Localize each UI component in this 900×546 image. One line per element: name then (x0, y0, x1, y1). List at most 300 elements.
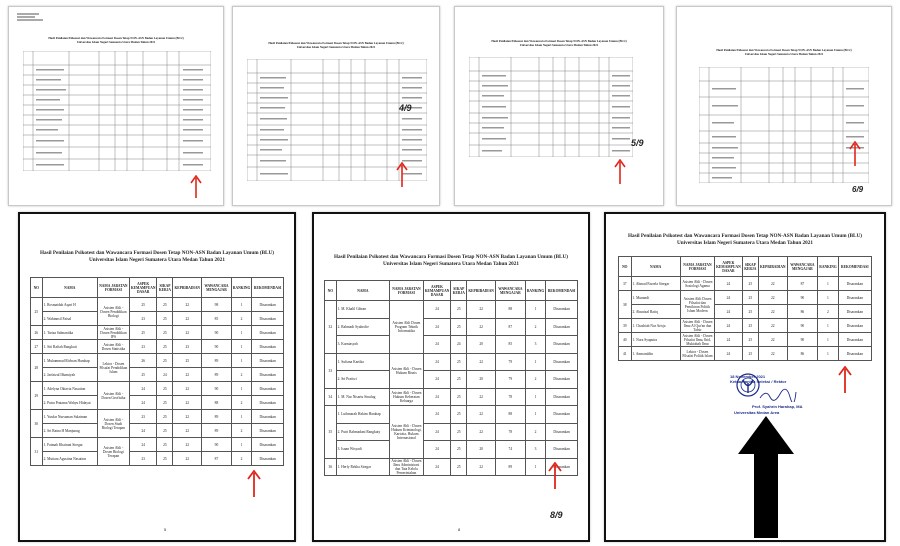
cell-no: 35 (325, 406, 337, 459)
cell-wawancara: 90 (202, 438, 232, 452)
cell-wawancara: 89 (202, 424, 232, 438)
cell-nama: 1. Sufiana Kartika (336, 353, 389, 371)
table-body (325, 301, 578, 476)
cell-kepribadian: 22 (758, 291, 787, 305)
cell-kemampuan: 24 (129, 438, 157, 452)
cell-sikap: 25 (157, 410, 173, 424)
cell-rekomendasi: Disarankan (838, 333, 871, 347)
cell-ranking: 1 (525, 388, 545, 406)
cell-wawancara: 89 (202, 354, 232, 368)
cell-sikap: 25 (451, 458, 467, 476)
table-row (325, 353, 578, 371)
cell-sikap: 25 (157, 326, 173, 340)
cell-nama: 2. Putra Pratama Wahyu Hidayat (42, 396, 97, 410)
table-row (325, 406, 578, 424)
cell-rekomendasi: Disarankan (546, 336, 578, 354)
cell-sikap: 25 (742, 277, 758, 291)
cell-kepribadian: 22 (758, 347, 787, 361)
cell-wawancara: 87 (495, 318, 525, 336)
cell-no: 31 (31, 438, 43, 466)
cell-kepribadian: 22 (173, 298, 202, 312)
cell-kemampuan: 24 (423, 318, 451, 336)
cell-kemampuan: 24 (423, 371, 451, 389)
cell-ranking: 1 (231, 382, 251, 396)
cell-sikap: 25 (157, 298, 173, 312)
cell-rekomendasi: Disarankan (838, 291, 871, 305)
cell-sikap: 25 (451, 353, 467, 371)
cell-wawancara: 86 (787, 347, 818, 361)
cell-rekomendasi: Disarankan (546, 353, 578, 371)
cell-jabatan: Asisten Ahli - Dosen Statistika (97, 340, 129, 354)
cell-ranking: 2 (231, 396, 251, 410)
cell-jabatan: Asisten Ahli - Dosen Hukum Kriminologi, Kartotia, Hukum Internasional (390, 406, 424, 459)
document-page-6 (312, 212, 590, 542)
cell-rekomendasi: Disarankan (546, 318, 578, 336)
col-header-kepribadian: KEPRIBADIAN (758, 257, 787, 277)
cell-jabatan: Lektor - Dosen Filsafat Politik Islam (680, 347, 714, 361)
cell-jabatan: Asisten Ahli - Dosen Sosiologi Agama (680, 277, 714, 291)
cell-kepribadian: 20 (467, 371, 496, 389)
results-table (30, 277, 284, 466)
cell-wawancara: 88 (495, 301, 525, 319)
col-header-nama: NAMA (42, 278, 97, 298)
cell-no: 41 (619, 347, 632, 361)
col-header-sikap: SIKAP KERJA (742, 257, 758, 277)
cell-wawancara: 90 (787, 333, 818, 347)
cell-kemampuan: 24 (423, 458, 451, 476)
cell-kepribadian: 20 (467, 441, 496, 459)
cell-sikap: 25 (451, 371, 467, 389)
cell-nama: 1. M. Nur Nisartu Sinulug (336, 388, 389, 406)
cell-kepribadian: 23 (173, 340, 202, 354)
cell-no: 25 (31, 298, 43, 326)
cell-sikap: 25 (451, 318, 467, 336)
cell-kemampuan: 24 (423, 423, 451, 441)
cell-nama: 2. Rahmadi Syahrolie (336, 318, 389, 336)
page-header-block (17, 13, 77, 21)
cell-sikap: 25 (742, 291, 758, 305)
cell-ranking: 1 (525, 406, 545, 424)
cell-kemampuan: 23 (129, 452, 157, 466)
cell-no: 30 (31, 410, 43, 438)
cell-kemampuan: 24 (129, 382, 157, 396)
cell-rekomendasi: Disarankan (838, 347, 871, 361)
page-title: Hasil Penilaian Psikotest dan Wawancara Formasi Dosen Tetap NON-ASN Badan Layanan Umum (BLU) Universitas Islam Negeri Sumatera Utara Medan Tahun 2021 (48, 36, 184, 44)
cell-no: 28 (31, 354, 43, 382)
col-header-wawancara: WAWANCARA MENGAJAR (202, 278, 232, 298)
cell-nama: 2. Putri Rahmadani Rangkuty (336, 423, 389, 441)
cell-sikap: 25 (157, 438, 173, 452)
cell-ranking: 3 (525, 441, 545, 459)
cell-rekomendasi: Disarankan (252, 298, 284, 312)
table-row (325, 371, 578, 389)
cell-sikap: 25 (157, 396, 173, 410)
col-header-sikap: SIKAP KERJA (157, 278, 173, 298)
table-row (31, 298, 284, 312)
cell-kemampuan: 24 (423, 388, 451, 406)
col-header-kemampuan: ASPEK KEMAMPUAN DASAR (423, 281, 451, 301)
cell-kemampuan: 24 (715, 305, 743, 319)
cell-nama: 3. Kurniasyah (336, 336, 389, 354)
cell-rekomendasi: Disarankan (252, 382, 284, 396)
table-row (325, 301, 578, 319)
table-row (325, 441, 578, 459)
cell-kemampuan: 26 (129, 354, 157, 368)
cell-kemampuan: 24 (129, 424, 157, 438)
cell-sikap: 25 (157, 354, 173, 368)
handwritten-page-number: 4/9 (399, 103, 412, 113)
cell-nama: 1. Luthmarah Hakim Harahap (336, 406, 389, 424)
col-header-kemampuan: ASPEK KEMAMPUAN DASAR (715, 257, 743, 277)
cell-kepribadian: 22 (173, 452, 202, 466)
cell-jabatan: Asisten Ahli - Dosen Biologi Terapan (97, 438, 129, 466)
table-row (31, 424, 284, 438)
cell-wawancara: 78 (495, 423, 525, 441)
handwritten-page-number: 5/9 (631, 138, 644, 148)
cell-nama: 2. Wahinnsil Faisal (42, 312, 97, 326)
table-row (619, 333, 872, 347)
cell-rekomendasi: Disarankan (252, 312, 284, 326)
cell-kemampuan: 23 (129, 312, 157, 326)
col-header-nama: NAMA (631, 257, 680, 277)
cell-kepribadian: 22 (758, 333, 787, 347)
cell-kemampuan: 23 (129, 340, 157, 354)
table-row (619, 277, 872, 291)
cell-wawancara: 74 (495, 441, 525, 459)
cell-wawancara: 79 (495, 371, 525, 389)
col-header-no: NO (325, 281, 337, 301)
table-thumbnail (699, 67, 869, 183)
cell-rekomendasi: Disarankan (252, 340, 284, 354)
cell-rekomendasi: Disarankan (838, 277, 871, 291)
table-row (31, 312, 284, 326)
document-page-1 (8, 6, 224, 206)
cell-nama: 1. Ahmad Fazrela Siregar (631, 277, 680, 291)
table-row (619, 319, 872, 333)
page-number: 5 (164, 527, 167, 532)
cell-wawancara: 88 (202, 396, 232, 410)
cell-ranking: 1 (231, 438, 251, 452)
cell-kepribadian: 25 (173, 354, 202, 368)
cell-kemampuan: 23 (129, 410, 157, 424)
cell-rekomendasi: Disarankan (546, 371, 578, 389)
cell-rekomendasi: Disarankan (546, 388, 578, 406)
cell-jabatan: Asisten Ahli - Dosen Hukum Bisnis (390, 353, 424, 388)
cell-sikap: 24 (157, 368, 173, 382)
cell-ranking: 1 (818, 291, 838, 305)
cell-nama: 2. Sri Pratiwi (336, 371, 389, 389)
cell-rekomendasi: Disarankan (546, 458, 578, 476)
cell-sikap: 25 (451, 441, 467, 459)
col-header-no: NO (619, 257, 632, 277)
cell-wawancara: 89 (495, 458, 525, 476)
cell-rekomendasi: Disarankan (546, 301, 578, 319)
cell-sikap: 25 (157, 382, 173, 396)
cell-kepribadian: 22 (467, 353, 496, 371)
handwritten-page-number: 6/9 (852, 185, 864, 194)
cell-wawancara: 88 (495, 406, 525, 424)
cell-kepribadian: 22 (173, 382, 202, 396)
cell-kemampuan: 24 (423, 301, 451, 319)
cell-kepribadian: 22 (467, 388, 496, 406)
cell-kemampuan: 24 (715, 333, 743, 347)
cell-jabatan: Asisten Ahli - Dosen Hukum Keberatan Keluarga (390, 388, 424, 406)
cell-nama: 2. Sri Ratna H Manjuong (42, 424, 97, 438)
cell-sikap: 25 (451, 388, 467, 406)
cell-nama: 1. Nora Syaputra (631, 333, 680, 347)
cell-wawancara: 78 (495, 388, 525, 406)
page-title: Hasil Penilaian Psikotest dan Wawancara Formasi Dosen Tetap NON-ASN Badan Layanan Umum (BLU) Universitas Islam Negeri Sumatera Utara Medan Tahun 2021 (40, 250, 274, 263)
cell-rekomendasi: Disarankan (546, 406, 578, 424)
cell-nama: 1. Herfy Rekha Siregar (336, 458, 389, 476)
cell-kemampuan: 24 (715, 347, 743, 361)
cell-wawancara: 90 (202, 340, 232, 354)
cell-ranking: 2 (231, 312, 251, 326)
cell-nama: 1. Siti Rafiah Rangkuti (42, 340, 97, 354)
table-body (31, 298, 284, 466)
cell-no: 37 (619, 277, 632, 291)
cell-ranking: 1 (818, 277, 838, 291)
cell-ranking: 1 (818, 333, 838, 347)
table-row (31, 396, 284, 410)
cell-rekomendasi: Disarankan (838, 319, 871, 333)
table-thumbnail (23, 51, 211, 171)
cell-jabatan: Asisten Ahli - Dosen Filsafat Ilmu, Ibid, Muktabah Ilmu (680, 333, 714, 347)
cell-rekomendasi: Disarankan (252, 396, 284, 410)
cell-kemampuan: 25 (129, 368, 157, 382)
table-thumbnail (469, 57, 633, 157)
cell-nama: 1. Adelyna Oktavia Nasution (42, 382, 97, 396)
cell-sikap: 25 (157, 312, 173, 326)
cell-rekomendasi: Disarankan (252, 354, 284, 368)
cell-nama: 1. Anmaraldin (631, 347, 680, 361)
cell-kemampuan: 25 (129, 298, 157, 312)
cell-nama: 1. M. Khalil Gibran (336, 301, 389, 319)
cell-nama: 1. Chasbiah Nur Arisja (631, 319, 680, 333)
cell-nama: 1. Tariza Salmantika (42, 326, 97, 340)
cell-rekomendasi: Disarankan (252, 326, 284, 340)
cell-wawancara: 85 (202, 312, 232, 326)
signature-scribble (758, 388, 798, 402)
cell-rekomendasi: Disarankan (546, 423, 578, 441)
col-header-ranking: RANKING (818, 257, 838, 277)
cell-rekomendasi: Disarankan (252, 410, 284, 424)
cell-kemampuan: 24 (423, 353, 451, 371)
cell-rekomendasi: Disarankan (252, 424, 284, 438)
signature-date: 18 November 2021 Ketua Panitia Seleksi / Rektor (730, 374, 787, 385)
cell-wawancara: 89 (202, 368, 232, 382)
cell-kemampuan: 24 (715, 319, 743, 333)
cell-no: 36 (325, 458, 337, 476)
col-header-no: NO (31, 278, 43, 298)
table-row (31, 326, 284, 340)
document-page-2 (232, 6, 440, 206)
cell-ranking: 1 (525, 353, 545, 371)
cell-kemampuan: 24 (423, 336, 451, 354)
table-row (325, 336, 578, 354)
cell-ranking: 3 (525, 336, 545, 354)
cell-nama: 1. Fatmah Khairani Siregar (42, 438, 97, 452)
cell-wawancara: 90 (202, 382, 232, 396)
cell-wawancara: 87 (787, 277, 818, 291)
cell-wawancara: 89 (202, 410, 232, 424)
cell-nama: 1. Munandi (631, 291, 680, 305)
cell-nama: 1. Yusdar Nursaman Sulaiman (42, 410, 97, 424)
cell-kepribadian: 22 (758, 305, 787, 319)
table-row (619, 347, 872, 361)
cell-kepribadian: 22 (173, 312, 202, 326)
cell-no: 27 (31, 340, 43, 354)
cell-wawancara: 79 (495, 353, 525, 371)
cell-nama: 1. Rosmaidah Aqari H (42, 298, 97, 312)
cell-kepribadian: 22 (467, 406, 496, 424)
red-arrow-annotation (396, 162, 408, 188)
cell-nama: 2. Mutiara Agustina Nasution (42, 452, 97, 466)
cell-jabatan: Lektor - Dosen Filsafat Pendidikan Islam (97, 354, 129, 382)
cell-jabatan: Asisten Ahli - Dosen Studi Biologi Terapan (97, 410, 129, 438)
col-header-rekomendasi: REKOMENDASI (252, 278, 284, 298)
cell-sikap: 25 (451, 423, 467, 441)
cell-wawancara: 87 (202, 452, 232, 466)
table-row (31, 354, 284, 368)
page-title: Hasil Penilaian Psikotest dan Wawancara Formasi Dosen Tetap NON-ASN Badan Layanan Umum (BLU) Universitas Islam Negeri Sumatera Utara Medan Tahun 2021 (716, 48, 852, 56)
cell-no: 33 (325, 353, 337, 388)
col-header-jabatan: NAMA JABATAN FORMASI (97, 278, 129, 298)
page-title: Hasil Penilaian Psikotest dan Wawancara Formasi Dosen Tetap NON-ASN Badan Layanan Umum (BLU) Universitas Islam Negeri Sumatera Utara Medan Tahun 2021 (628, 233, 862, 246)
cell-kepribadian: 22 (467, 318, 496, 336)
cell-ranking: 2 (231, 368, 251, 382)
col-header-kepribadian: KEPRIBADIAN (467, 281, 496, 301)
cell-wawancara: 85 (495, 336, 525, 354)
cell-jabatan: Asisten Ahli - Dosen Ilmu Administrasi dan Tata Kelola Pemerintahan (391, 458, 422, 475)
cell-kemampuan: 25 (129, 326, 157, 340)
table-row (325, 458, 578, 476)
table-row (31, 368, 284, 382)
col-header-kemampuan: ASPEK KEMAMPUAN DASAR (129, 278, 157, 298)
red-arrow-annotation (247, 470, 261, 498)
cell-jabatan: Asisten Ahli - Dosen Ilmu Al Qur'an dan Tafsir (680, 319, 714, 333)
cell-kepribadian: 22 (467, 423, 496, 441)
cell-kepribadian: 22 (173, 410, 202, 424)
cell-ranking: 2 (818, 305, 838, 319)
cell-sikap: 25 (451, 406, 467, 424)
cell-ranking: 1 (231, 340, 251, 354)
cell-jabatan: Asisten Ahli - Dosen Geofisika (97, 382, 129, 410)
cell-kepribadian: 22 (173, 326, 202, 340)
page-number: 8 (458, 527, 461, 532)
cell-ranking: 1 (525, 301, 545, 319)
table-row (325, 388, 578, 406)
cell-no: 29 (31, 382, 43, 410)
cell-sikap: 25 (742, 319, 758, 333)
table-row (31, 438, 284, 452)
cell-sikap: 25 (742, 305, 758, 319)
cell-ranking: 2 (525, 318, 545, 336)
document-page-4 (676, 6, 892, 206)
cell-kepribadian: 22 (173, 424, 202, 438)
col-header-wawancara: WAWANCARA MENGAJAR (787, 257, 818, 277)
cell-ranking: 2 (231, 424, 251, 438)
cell-ranking: 1 (231, 326, 251, 340)
red-arrow-annotation (849, 141, 861, 167)
cell-wawancara: 98 (202, 298, 232, 312)
signatory-institution: Universitas Medan Area (734, 410, 780, 415)
table-row (31, 410, 284, 424)
cell-ranking: 1 (818, 319, 838, 333)
cell-nama: 2. Abunizal Ratiq (631, 305, 680, 319)
col-header-kepribadian: KEPRIBADIAN (173, 278, 202, 298)
col-header-jabatan: NAMA JABATAN FORMASI (390, 281, 424, 301)
col-header-ranking: RANKING (231, 278, 251, 298)
cell-sikap: 25 (742, 333, 758, 347)
cell-wawancara: 90 (202, 326, 232, 340)
cell-wawancara: 86 (787, 305, 818, 319)
table-row (31, 382, 284, 396)
table-row (31, 340, 284, 354)
cell-kepribadian: 22 (758, 277, 787, 291)
cell-sikap: 25 (451, 301, 467, 319)
cell-sikap: 25 (157, 340, 173, 354)
table-row (619, 305, 872, 319)
table-row (325, 318, 578, 336)
results-table (324, 280, 578, 476)
cell-ranking: 1 (818, 347, 838, 361)
cell-rekomendasi: Disarankan (252, 452, 284, 466)
cell-jabatan: Asisten Ahli - Dosen Pendidikan Biologi (97, 298, 129, 326)
cell-kemampuan: 24 (715, 291, 743, 305)
cell-rekomendasi: Disarankan (252, 368, 284, 382)
cell-kemampuan: 24 (423, 441, 451, 459)
cell-no: 39 (619, 319, 632, 333)
cell-jabatan: Asisten Ahli Dosen Filsafat dan Pemikiran Politik Islam Modern (680, 291, 714, 319)
table-row (619, 291, 872, 305)
cell-kepribadian: 22 (173, 438, 202, 452)
cell-nama: 1. Muhammad Ridwan Harahap (42, 354, 97, 368)
table-body (619, 277, 872, 361)
col-header-wawancara: WAWANCARA MENGAJAR (495, 281, 525, 301)
table-row (325, 423, 578, 441)
cell-ranking: 1 (525, 458, 545, 476)
cell-nama: 3. Isnan Wisyadi (336, 441, 389, 459)
cell-nama: 2. Jarfaizul Ilhamiyah (42, 368, 97, 382)
col-header-rekomendasi: REKOMENDASI (546, 281, 578, 301)
document-page-7 (604, 212, 886, 542)
cell-kemampuan: 24 (423, 406, 451, 424)
cell-ranking: 2 (525, 371, 545, 389)
cell-ranking: 1 (231, 410, 251, 424)
signatory-name: Prof. Syahrin Harahap, MA (752, 404, 803, 409)
col-header-ranking: RANKING (525, 281, 545, 301)
cell-sikap: 25 (157, 452, 173, 466)
cell-no: 34 (325, 388, 337, 406)
cell-kepribadian: 22 (467, 458, 496, 476)
cell-ranking: 1 (231, 354, 251, 368)
cell-sikap: 24 (451, 336, 467, 354)
cell-ranking: 2 (525, 423, 545, 441)
cell-wawancara: 90 (787, 319, 818, 333)
cell-sikap: 25 (157, 424, 173, 438)
page-title: Hasil Penilaian Psikotest dan Wawancara Formasi Dosen Tetap NON-ASN Badan Layanan Umum (BLU) Universitas Islam Negeri Sumatera Utara Medan Tahun 2021 (268, 41, 404, 49)
red-arrow-annotation (614, 159, 626, 185)
cell-rekomendasi: Disarankan (838, 305, 871, 319)
col-header-nama: NAMA (336, 281, 389, 301)
cell-kemampuan: 24 (129, 396, 157, 410)
red-arrow-annotation (190, 175, 202, 199)
black-arrow-annotation (736, 414, 796, 538)
red-arrow-annotation (548, 462, 562, 490)
cell-kepribadian: 22 (467, 301, 496, 319)
cell-rekomendasi: Disarankan (252, 438, 284, 452)
